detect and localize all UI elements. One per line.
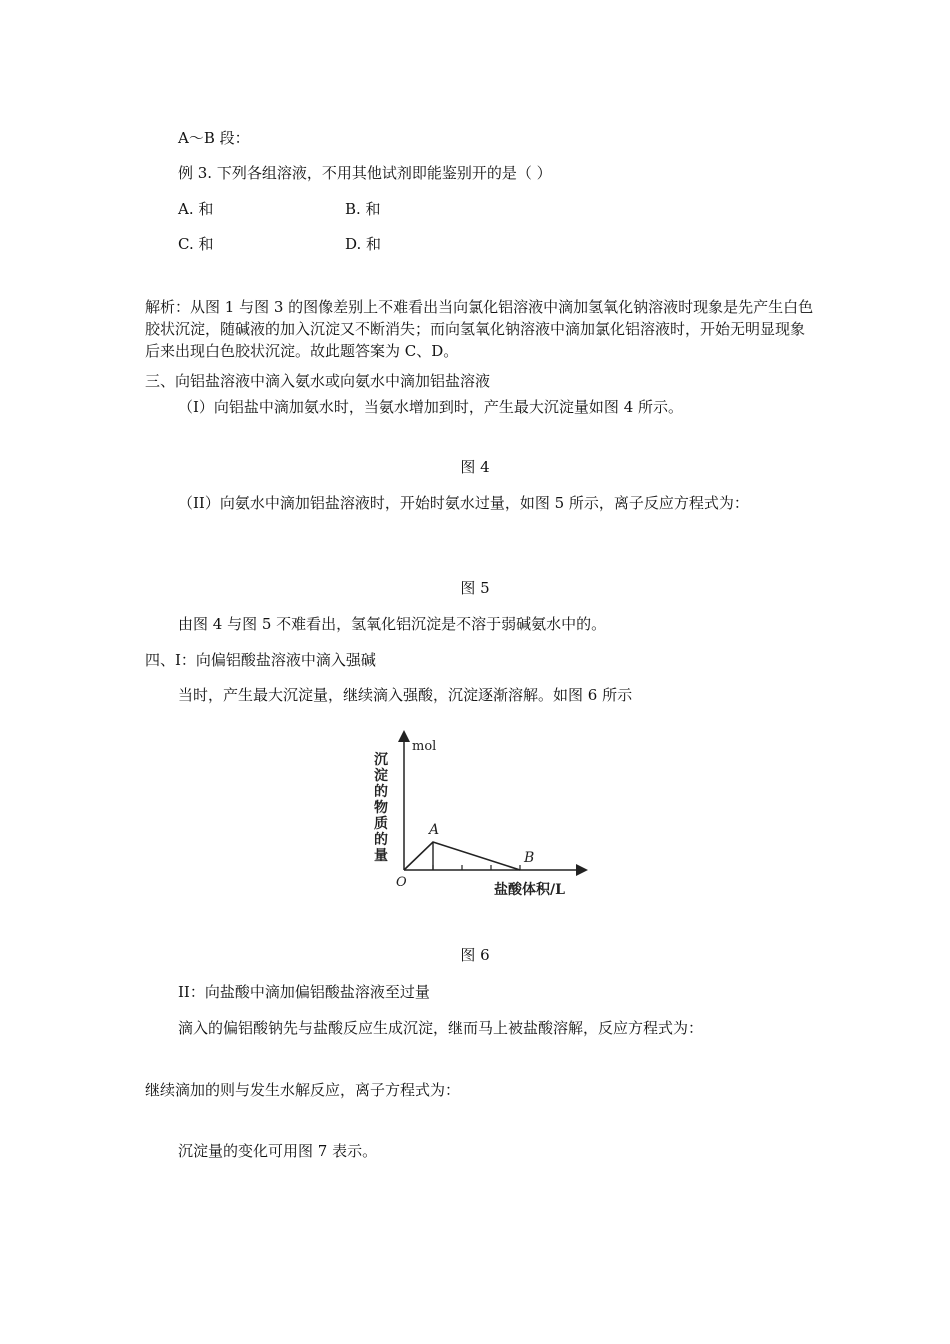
figure-5-caption: 图 5	[460, 579, 490, 597]
section-4-i-heading: 四、I：向偏铝酸盐溶液中滴入强碱	[145, 651, 376, 669]
section-3-heading: 三、向铝盐溶液中滴入氨水或向氨水中滴加铝盐溶液	[145, 372, 491, 390]
section-4-ii-heading: II：向盐酸中滴加偏铝酸盐溶液至过量	[178, 983, 430, 1001]
ab-segment-label: A～B 段：	[178, 129, 250, 147]
origin-label: O	[396, 875, 407, 890]
y-axis-label-char: 的	[374, 784, 388, 800]
y-unit-label: mol	[412, 739, 437, 754]
y-axis-label	[374, 752, 388, 864]
option-d: D. 和	[345, 235, 382, 253]
figure-7-text: 沉淀量的变化可用图 7 表示。	[178, 1142, 378, 1160]
y-axis-label-char: 沉	[374, 752, 388, 768]
conclusion-text: 由图 4 与图 5 不难看出，氢氧化铝沉淀是不溶于弱碱氨水中的。	[178, 615, 607, 633]
section-4-text: 当时，产生最大沉淀量，继续滴入强酸，沉淀逐渐溶解。如图 6 所示	[178, 686, 633, 704]
y-axis-label-char: 的	[374, 832, 388, 848]
figure-4-caption: 图 4	[460, 458, 490, 476]
y-axis-label-char: 淀	[374, 768, 388, 784]
y-axis-label-char: 物	[374, 800, 388, 816]
option-c: C. 和	[178, 235, 214, 253]
figure-6-chart	[360, 728, 600, 908]
point-label-a: A	[429, 822, 440, 838]
figure-6-caption: 图 6	[460, 946, 490, 964]
part-i-text: （I）向铝盐中滴加氨水时，当氨水增加到时，产生最大沉淀量如图 4 所示。	[178, 398, 684, 416]
example-3-question: 例 3. 下列各组溶液，不用其他试剂即能鉴别开的是（ ）	[178, 164, 552, 182]
point-label-b: B	[524, 850, 535, 866]
option-a: A. 和	[178, 200, 214, 218]
continue-text: 继续滴加的则与发生水解反应，离子方程式为：	[145, 1081, 461, 1099]
y-axis-label-char: 量	[374, 848, 388, 864]
part-ii-text: （II）向氨水中滴加铝盐溶液时，开始时氨水过量，如图 5 所示，离子反应方程式为：	[178, 494, 749, 512]
x-axis-label: 盐酸体积/L	[494, 882, 565, 898]
ii-text: 滴入的偏铝酸钠先与盐酸反应生成沉淀，继而马上被盐酸溶解，反应方程式为：	[178, 1019, 704, 1037]
y-axis-label-char: 质	[374, 816, 388, 832]
analysis-paragraph: 解析：从图 1 与图 3 的图像差别上不难看出当向氯化铝溶液中滴加氢氧化钠溶液时现象是先产生白色胶状沉淀，随碱液的加入沉淀又不断消失；而向氢氧化钠溶液中滴加氯化铝溶液时，开始无明显现象后来出现白色胶状沉淀。故此题答案为 C、D。	[145, 298, 814, 360]
option-b: B. 和	[345, 200, 381, 218]
